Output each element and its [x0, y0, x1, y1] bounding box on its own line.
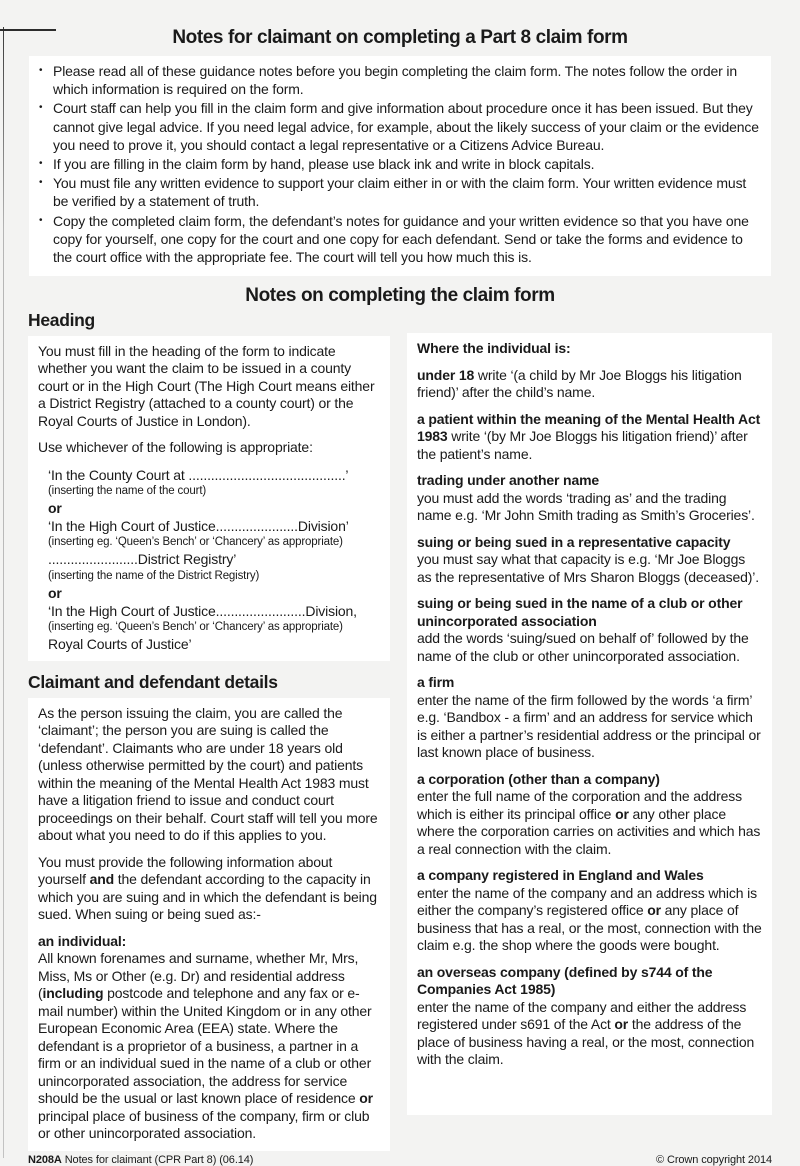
heading-section-title: Heading [28, 310, 95, 331]
intro-notes-box [29, 56, 771, 276]
bullet-item [36, 99, 762, 154]
bullet-item [36, 174, 762, 210]
footer-form-reference [28, 1154, 253, 1166]
bullet-icon: • [39, 102, 43, 114]
claimant-paragraph-individual: an individual: All known forenames and surname, whether Mr, Mrs, Miss, Ms or Other (e.g. Dr) and residential address (including postcode and telephone and any fax or e-mail number) within the United Kingdom or in any other European Economic Area (EEA) state. Where the defendant is a proprietor of a business, a partner in a firm or an individual sued in the name of a club or other unincorporated association, the address for service should be the usual or last known place of residence or principal place of business of the company, firm or club or other unincorporated association. [38, 932, 373, 1142]
claimant-paragraph: You must provide the following information about yourself and the defendant according to the capacity in which you are suing and in which the defendant is being sued. When suing or being sued as:- [38, 853, 377, 923]
bullet-icon: • [39, 214, 43, 226]
bullet-text: You must file any written evidence to support your claim either in or with the claim form. Your written evidence must be verified by a statement of truth. [53, 175, 747, 210]
bullet-item [36, 62, 762, 98]
page-footer [28, 1154, 772, 1166]
section-title-notes-on-completing: Notes on completing the claim form [245, 285, 555, 307]
court-format-lines: ‘In the County Court at ..........................................’ (inserting the name of the court) or ‘In the High Court of Justice......................Division’ (inserting eg. ‘Queen’s Bench’ or ‘Chancery’ as appropriate) ........................District Registry’ (inserting the name of the District Registry) or ‘In the High Court of Justice........................Division, (inserting eg. ‘Queen’s Bench’ or ‘Chancery’ as appropriate) Royal Courts of Justice’ [48, 466, 357, 652]
left-column [28, 310, 390, 1151]
guidance-entry-company-ew: a company registered in England and Wales enter the name of the company and an address which is either the company’s registered office or any place of business that has a real, or the most, connection with the claim e.g. the shop where the goods were bought. [417, 867, 762, 954]
claimant-paragraph: As the person issuing the claim, you are called the ‘claimant’; the person you are suing is called the ‘defendant’. Claimants who are under 18 years old (unless otherwise permitted by the court) and patients within the meaning of the Mental Health Act 1983 must have a litigation friend to issue and conduct court proceedings on their behalf. Court staff will tell you more about what you need to do if this applies to you. [38, 704, 378, 844]
footer-form-label: Notes for claimant (CPR Part 8) (06.14) [61, 1153, 254, 1166]
page-title: Notes for claimant on completing a Part 8 claim form [172, 27, 628, 48]
bullet-text: Court staff can help you fill in the claim form and give information about procedure once it has been issued. But they cannot give legal advice. If you need legal advice, for example, about the likely success of your claim or the evidence you need to prove it, you should contact a legal representative or a Citizens Advice Bureau. [53, 100, 759, 153]
page-edge-line-top [0, 29, 56, 31]
two-column-layout [28, 310, 772, 1151]
guidance-entry-club: suing or being sued in the name of a club or other unincorporated association add the words ‘suing/sued on behalf of’ followed by the name of the club or other unincorporated association. [417, 595, 749, 664]
bullet-icon: • [39, 65, 43, 76]
heading-notes-box [28, 336, 390, 661]
bullet-item [36, 212, 762, 267]
guidance-entry-representative: suing or being sued in a representative capacity you must say what that capacity is e.g. ‘Mr Joe Bloggs as the representative of Mrs Sharon Bloggs (deceased)’. [417, 533, 759, 585]
bullet-icon: • [39, 177, 43, 189]
intro-bullet-list [36, 62, 762, 266]
bullet-text: Please read all of these guidance notes before you begin completing the claim form. The notes follow the order in which information is required on the form. [53, 63, 737, 98]
footer-copyright: © Crown copyright 2014 [656, 1153, 772, 1166]
guidance-entry-overseas-company: an overseas company (defined by s744 of the Companies Act 1985) enter the name of the company and either the address registered under s691 of the Act or the address of the place of business having a real, or the most, connection with the claim. [417, 963, 755, 1068]
claimant-section-title: Claimant and defendant details [28, 672, 278, 692]
right-column [407, 310, 772, 1115]
guidance-entry-under-18: under 18 write ‘(a child by Mr Joe Bloggs his litigation friend)’ after the child’s name. [417, 366, 742, 401]
claimant-notes-box [28, 698, 390, 1151]
guidance-entry-patient: a patient within the meaning of the Mental Health Act 1983 write ‘(by Mr Joe Bloggs his litigation friend)’ after the patient’s name. [417, 410, 761, 462]
bullet-text: If you are filling in the claim form by hand, please use black ink and write in block capitals. [53, 155, 595, 172]
individual-capacity-box [407, 333, 772, 1115]
right-box-title: Where the individual is: [417, 340, 571, 357]
bullet-text: Copy the completed claim form, the defendant’s notes for guidance and your written evidence so that you have one copy for yourself, one copy for the court and one copy for each defendant. Send or take the forms and evidence to the court office with the appropriate fee. The court will tell you how much this is. [53, 212, 749, 265]
page-edge-line-left [3, 27, 4, 1158]
guidance-entry-corporation: a corporation (other than a company) enter the full name of the corporation and the address which is either its principal office or any other place where the corporation carries on activities and which has a real connection with the claim. [417, 770, 761, 857]
bullet-item [36, 155, 762, 173]
guidance-entry-trading-name: trading under another name you must add the words ‘trading as’ and the trading name e.g. ‘Mr John Smith trading as Smith’s Groceries’. [417, 472, 755, 524]
guidance-entry-firm: a firm enter the name of the firm followed by the words ‘a firm’ e.g. ‘Bandbox - a firm’ and an address for service which is either a partner’s residential address or the principal or last known place of business. [417, 674, 761, 761]
heading-paragraph: You must fill in the heading of the form to indicate whether you want the claim to be issued in a county court or in the High Court (The High Court means either a District Registry (attached to a county court) or the Royal Courts of Justice in London). [38, 342, 375, 429]
footer-form-code: N208A [28, 1153, 62, 1166]
heading-paragraph: Use whichever of the following is appropriate: [38, 439, 313, 456]
bullet-icon: • [39, 157, 43, 169]
